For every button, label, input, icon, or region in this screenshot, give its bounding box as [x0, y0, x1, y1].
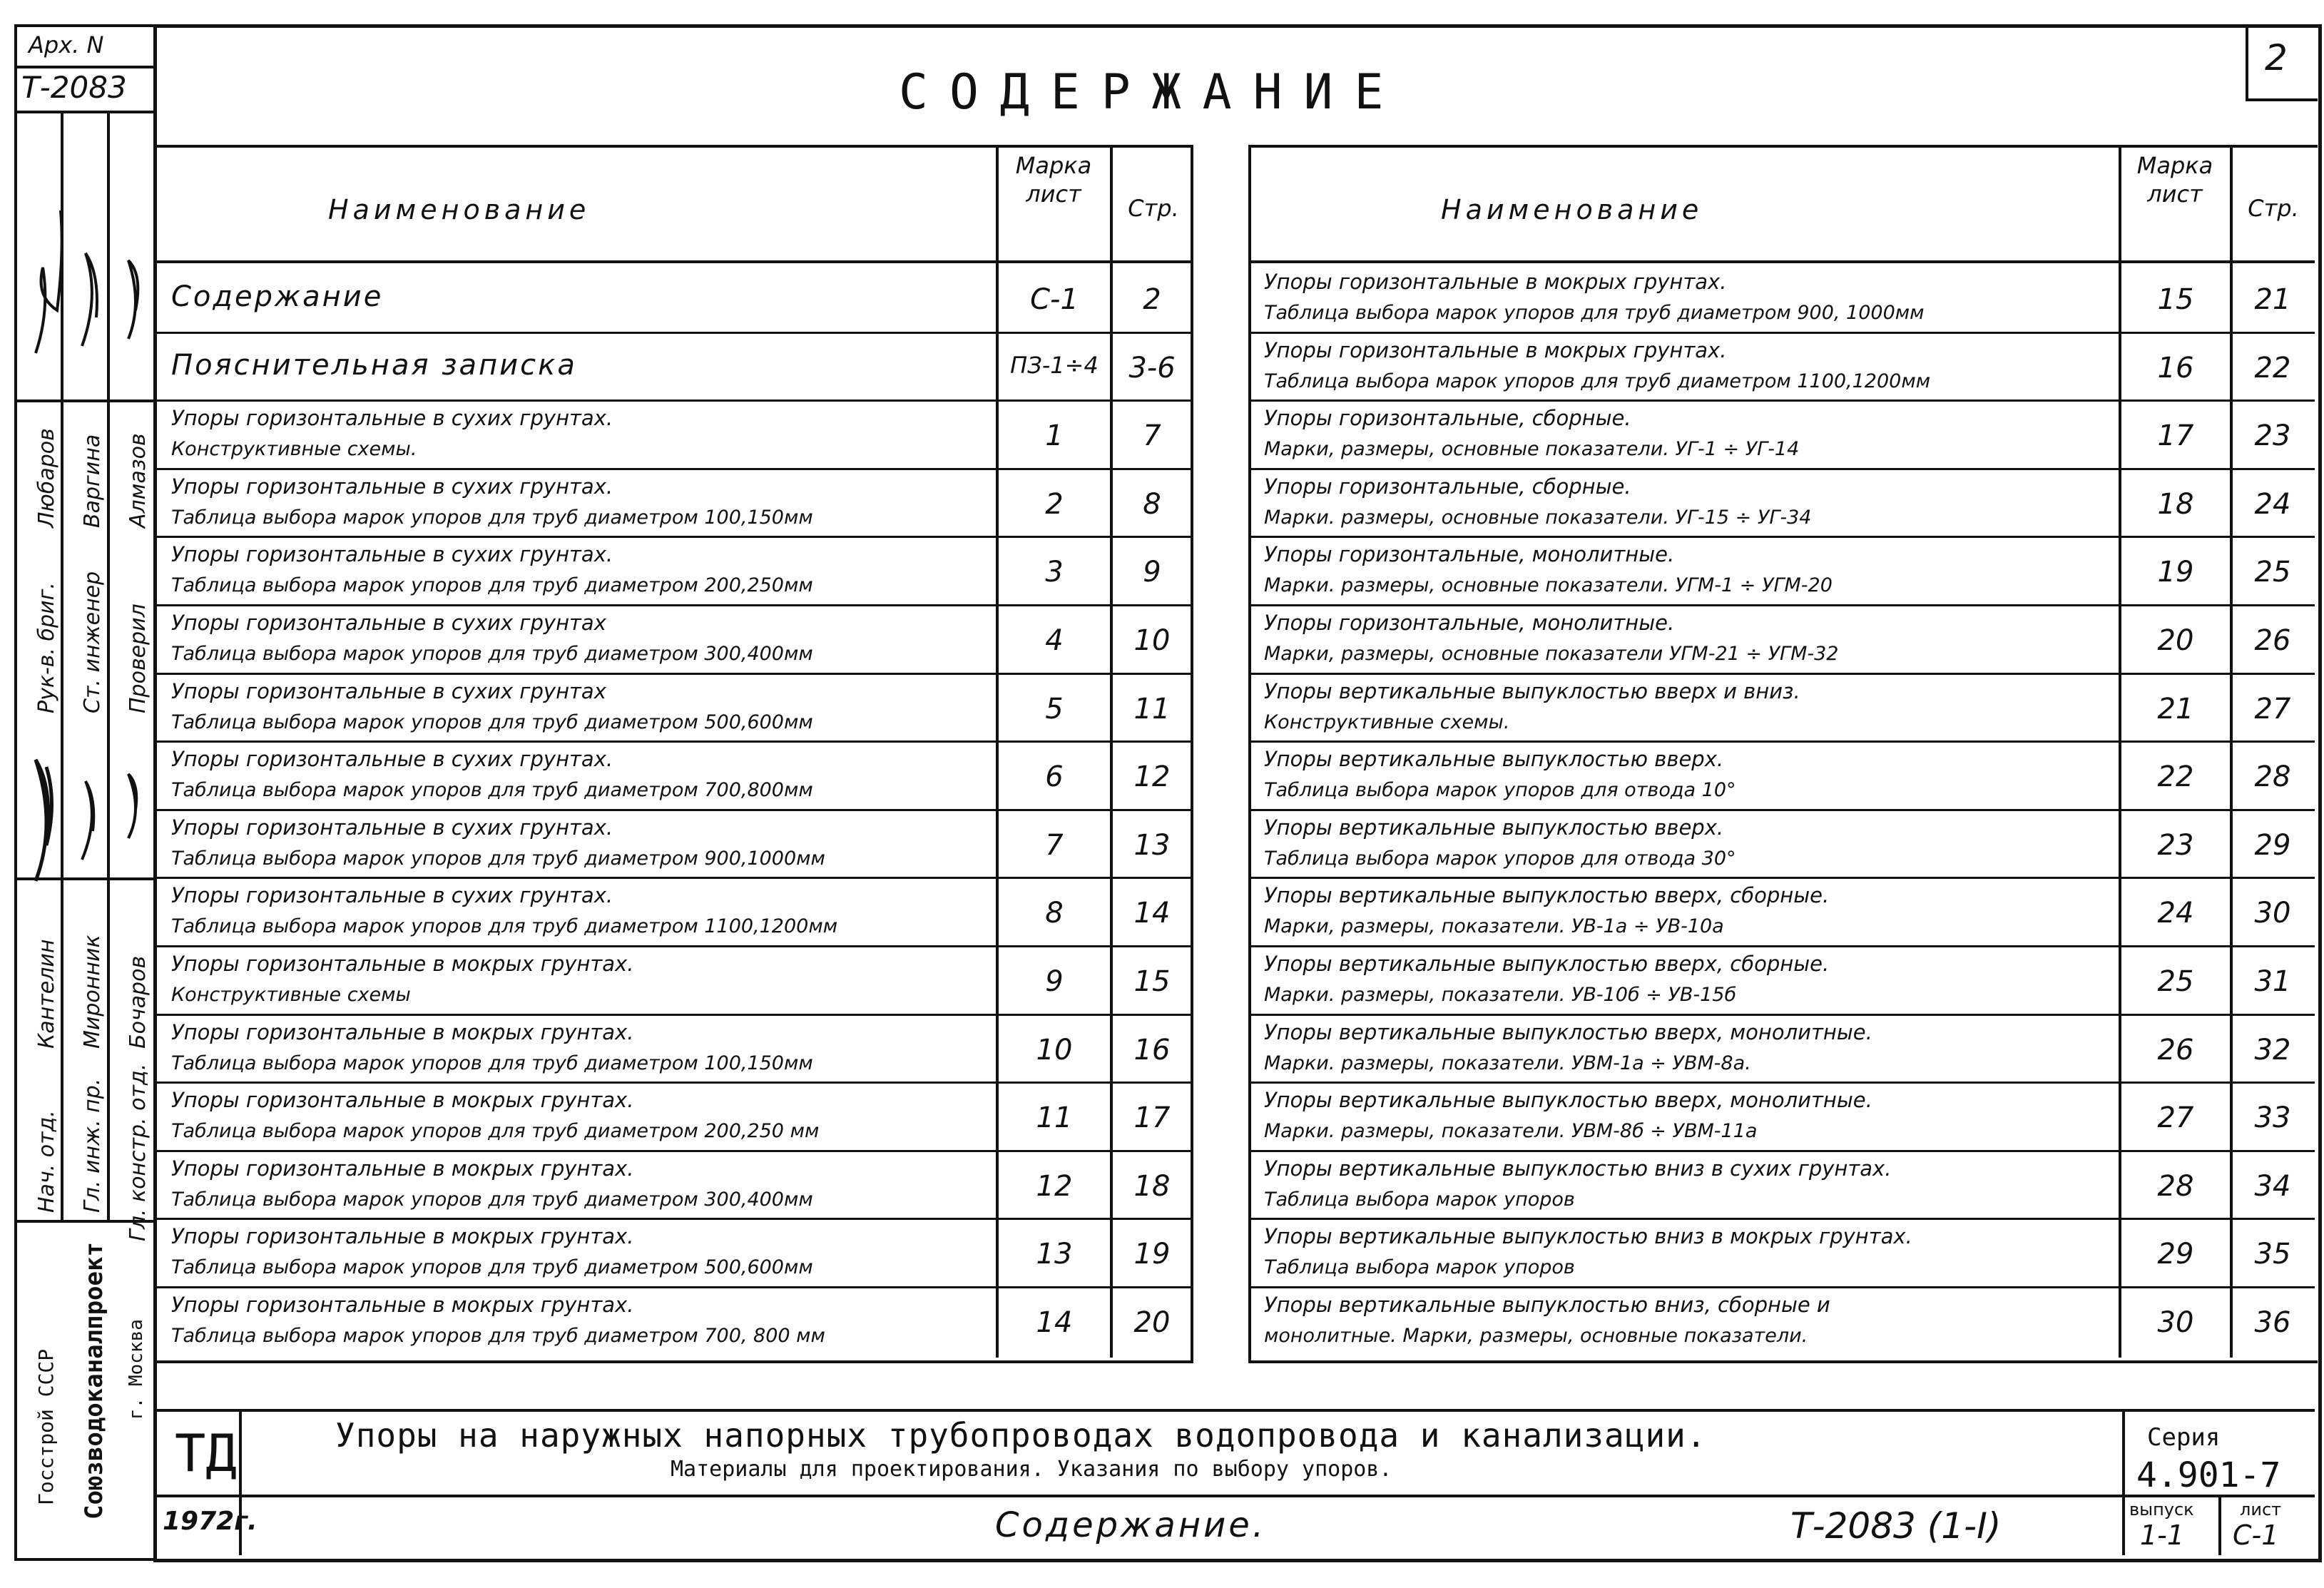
- row-page: 11: [1133, 693, 1171, 726]
- signatures: [14, 111, 153, 1220]
- row-page: 26: [2254, 624, 2291, 657]
- row-page: 9: [1143, 556, 1161, 589]
- row-rule: [153, 1014, 1193, 1016]
- row-mark: 28: [2157, 1170, 2194, 1203]
- row-subtitle: Таблица выбора марок упоров для труб диаметром 900,1000мм: [171, 848, 825, 870]
- row-rule: [153, 468, 1193, 470]
- row-title: Упоры горизонтальные, сборные.: [1264, 406, 1631, 430]
- row-rule: [1248, 399, 2315, 402]
- row-title: Содержание: [171, 280, 384, 313]
- row-rule: [1248, 1081, 2315, 1084]
- row-title: Упоры вертикальные выпуклостью вверх, сборные.: [1264, 883, 1830, 907]
- archive-label: Арх. N: [29, 31, 104, 58]
- row-title: Пояснительная записка: [171, 349, 577, 382]
- right-header-page: Стр.: [2248, 195, 2299, 222]
- row-rule: [1248, 1286, 2315, 1288]
- row-page: 17: [1133, 1101, 1171, 1134]
- role-gl-inzh: Гл. инж. пр.: [80, 1078, 105, 1213]
- row-mark: 16: [2157, 352, 2194, 385]
- row-page: 16: [1133, 1034, 1171, 1067]
- row-rule: [153, 945, 1193, 947]
- row-page: 32: [2254, 1034, 2291, 1067]
- row-rule: [1248, 604, 2315, 606]
- row-mark: 25: [2157, 965, 2194, 998]
- row-mark: 5: [1045, 693, 1064, 726]
- footer-divider: [2122, 1409, 2125, 1555]
- row-mark: 18: [2157, 488, 2194, 521]
- row-subtitle: Таблица выбора марок упоров: [1264, 1256, 1575, 1278]
- row-mark: ПЗ-1÷4: [1010, 352, 1099, 379]
- row-page: 2: [1143, 283, 1161, 316]
- row-page: 29: [2254, 829, 2291, 862]
- row-title: Упоры горизонтальные в мокрых грунтах.: [171, 952, 634, 976]
- issue-label: выпуск: [2129, 1500, 2194, 1520]
- right-header-name: Наименование: [1441, 194, 1703, 225]
- row-mark: 13: [1036, 1238, 1073, 1271]
- row-title: Упоры вертикальные выпуклостью вверх, монолитные.: [1264, 1088, 1872, 1112]
- row-mark: 20: [2157, 624, 2194, 657]
- row-title: Упоры вертикальные выпуклостью вниз в сухих грунтах.: [1264, 1156, 1892, 1181]
- row-title: Упоры горизонтальные, монолитные.: [1264, 611, 1675, 635]
- row-page: 10: [1133, 624, 1171, 657]
- row-subtitle: Марки. размеры, показатели. УВ-10б ÷ УВ-15б: [1264, 984, 1737, 1006]
- row-subtitle: Таблица выбора марок упоров для труб диаметром 900, 1000мм: [1264, 302, 1925, 324]
- row-page: 23: [2254, 419, 2291, 452]
- row-page: 8: [1143, 488, 1161, 521]
- row-title: Упоры горизонтальные в мокрых грунтах.: [1264, 270, 1727, 294]
- row-mark: 2: [1045, 488, 1064, 521]
- org-soyuzvodokanalproekt: Союзводоканалпроект: [80, 1242, 108, 1520]
- row-mark: 6: [1045, 760, 1064, 793]
- row-rule: [153, 536, 1193, 538]
- row-rule: [1248, 1014, 2315, 1016]
- left-header-page: Стр.: [1128, 195, 1179, 222]
- row-rule: [1248, 536, 2315, 538]
- row-subtitle: Таблица выбора марок упоров для труб диаметром 700, 800 мм: [171, 1325, 825, 1347]
- row-subtitle: Таблица выбора марок упоров для труб диаметром 1100,1200мм: [1264, 370, 1931, 392]
- row-rule: [1248, 332, 2315, 334]
- row-page: 27: [2254, 693, 2291, 726]
- role-gl-konstr: Гл. констр. отд.: [126, 1063, 151, 1241]
- row-page: 3-6: [1128, 352, 1176, 385]
- divider: [14, 66, 153, 68]
- org-city: г. Москва: [126, 1319, 147, 1420]
- role-ruk-brig: Рук-в. бриг.: [34, 582, 59, 713]
- footer-code: ТД: [175, 1423, 237, 1483]
- row-subtitle: Марки. размеры, показатели. УВМ-1а ÷ УВМ-8а.: [1264, 1052, 1751, 1074]
- name-kantelin: Кантелин: [34, 939, 59, 1049]
- row-subtitle: Марки. размеры, основные показатели. УГМ-1 ÷ УГМ-20: [1264, 574, 1833, 596]
- row-page: 15: [1133, 965, 1171, 998]
- footer-divider: [2218, 1495, 2221, 1555]
- row-subtitle: Марки. размеры, основные показатели. УГ-15 ÷ УГ-34: [1264, 507, 1812, 529]
- row-rule: [153, 1218, 1193, 1220]
- left-header-name: Наименование: [328, 194, 591, 225]
- row-title: Упоры вертикальные выпуклостью вверх, монолитные.: [1264, 1020, 1872, 1044]
- row-page: 21: [2254, 283, 2291, 316]
- row-title: Упоры горизонтальные в сухих грунтах: [171, 611, 606, 635]
- row-title: Упоры горизонтальные в мокрых грунтах.: [1264, 338, 1727, 362]
- row-page: 35: [2254, 1238, 2291, 1271]
- row-page: 28: [2254, 760, 2291, 793]
- role-st-inzh: Ст. инженер: [80, 571, 105, 713]
- sheet-number: 2: [2265, 37, 2288, 78]
- row-mark: 11: [1036, 1101, 1073, 1134]
- row-page: 18: [1133, 1170, 1171, 1203]
- row-mark: 29: [2157, 1238, 2194, 1271]
- row-subtitle: Таблица выбора марок упоров для труб диаметром 500,600мм: [171, 711, 813, 733]
- row-page: 22: [2254, 352, 2291, 385]
- row-mark: 4: [1045, 624, 1064, 657]
- row-title: Упоры вертикальные выпуклостью вниз в мокрых грунтах.: [1264, 1224, 1912, 1248]
- org-gosstroy: Госстрой СССР: [34, 1348, 58, 1505]
- row-page: 14: [1133, 897, 1171, 930]
- issue-value: 1-1: [2140, 1520, 2185, 1551]
- row-subtitle: Марки, размеры, показатели. УВ-1а ÷ УВ-10а: [1264, 915, 1724, 937]
- row-rule: [1248, 673, 2315, 675]
- row-mark: 3: [1045, 556, 1064, 589]
- row-rule: [153, 399, 1193, 402]
- row-title: Упоры горизонтальные в сухих грунтах: [171, 679, 606, 703]
- role-proveril: Проверил: [126, 604, 151, 713]
- row-title: Упоры горизонтальные в мокрых грунтах.: [171, 1293, 634, 1317]
- row-mark: 10: [1036, 1034, 1073, 1067]
- row-page: 34: [2254, 1170, 2291, 1203]
- row-subtitle: Таблица выбора марок упоров для труб диаметром 200,250мм: [171, 574, 813, 596]
- name-almazov: Алмазов: [126, 433, 151, 528]
- row-title: Упоры горизонтальные в сухих грунтах.: [171, 542, 613, 566]
- footer-sheet-title: Содержание.: [995, 1505, 1267, 1545]
- role-nach-otd: Нач. отд.: [34, 1110, 59, 1213]
- row-title: Упоры горизонтальные в мокрых грунтах.: [171, 1156, 634, 1181]
- row-title: Упоры горизонтальные в мокрых грунтах.: [171, 1224, 634, 1248]
- row-title: Упоры горизонтальные в сухих грунтах.: [171, 815, 613, 840]
- row-title: Упоры вертикальные выпуклостью вверх.: [1264, 747, 1724, 771]
- row-subtitle: Конструктивные схемы.: [171, 438, 417, 460]
- row-subtitle: Таблица выбора марок упоров для отвода 10°: [1264, 779, 1736, 801]
- row-page: 25: [2254, 556, 2291, 589]
- row-title: Упоры вертикальные выпуклостью вверх и вниз.: [1264, 679, 1800, 703]
- row-mark: 14: [1036, 1306, 1073, 1339]
- sheet-value: С-1: [2233, 1520, 2279, 1551]
- row-subtitle: Конструктивные схемы.: [1264, 711, 1510, 733]
- row-mark: С-1: [1030, 283, 1079, 316]
- row-subtitle: Таблица выбора марок упоров для труб диаметром 100,150мм: [171, 507, 813, 529]
- footer-archive-number: Т-2083 (1-I): [1790, 1505, 2002, 1547]
- row-rule: [1248, 1150, 2315, 1152]
- row-mark: 9: [1045, 965, 1064, 998]
- row-subtitle: Таблица выбора марок упоров для труб диаметром 200,250 мм: [171, 1120, 820, 1142]
- series-label: Серия: [2147, 1423, 2221, 1452]
- row-subtitle: Марки, размеры, основные показатели УГМ-21 ÷ УГМ-32: [1264, 643, 1839, 665]
- row-page: 7: [1143, 419, 1161, 452]
- row-subtitle: Таблица выбора марок упоров для труб диаметром 100,150мм: [171, 1052, 813, 1074]
- header-rule: [153, 260, 1193, 263]
- row-rule: [1248, 877, 2315, 879]
- row-title: Упоры горизонтальные в сухих грунтах.: [171, 747, 613, 771]
- row-rule: [153, 604, 1193, 606]
- row-rule: [153, 332, 1193, 334]
- row-page: 31: [2254, 965, 2291, 998]
- row-mark: 23: [2157, 829, 2194, 862]
- row-rule: [153, 1286, 1193, 1288]
- row-mark: 21: [2157, 693, 2194, 726]
- page-title: СОДЕРЖАНИЕ: [899, 64, 1405, 121]
- row-mark: 1: [1045, 419, 1064, 452]
- row-subtitle: Конструктивные схемы: [171, 984, 411, 1006]
- sheet-label: лист: [2240, 1500, 2282, 1520]
- row-mark: 15: [2157, 283, 2194, 316]
- row-mark: 30: [2157, 1306, 2194, 1339]
- row-mark: 27: [2157, 1101, 2194, 1134]
- header-rule: [1248, 260, 2315, 263]
- row-page: 30: [2254, 897, 2291, 930]
- footer-title-line1: Упоры на наружных напорных трубопроводах водопровода и канализации.: [335, 1416, 1707, 1455]
- row-rule: [153, 809, 1193, 811]
- row-title: Упоры горизонтальные в сухих грунтах.: [171, 474, 613, 499]
- row-rule: [153, 673, 1193, 675]
- row-title: Упоры горизонтальные в сухих грунтах.: [171, 406, 613, 430]
- footer-top-rule: [153, 1409, 2315, 1412]
- row-mark: 8: [1045, 897, 1064, 930]
- row-subtitle: Таблица выбора марок упоров для труб диаметром 700,800мм: [171, 779, 813, 801]
- row-page: 13: [1133, 829, 1171, 862]
- right-header-mark: Марка лист: [2136, 152, 2213, 208]
- row-mark: 7: [1045, 829, 1064, 862]
- footer-year: 1972г.: [163, 1507, 258, 1536]
- row-title: Упоры горизонтальные, монолитные.: [1264, 542, 1675, 566]
- row-mark: 22: [2157, 760, 2194, 793]
- name-vargina: Варгина: [80, 434, 105, 528]
- row-title: Упоры горизонтальные в мокрых грунтах.: [171, 1088, 634, 1112]
- series-value: 4.901-7: [2136, 1455, 2281, 1495]
- name-lyubarov: Любаров: [34, 428, 59, 528]
- row-rule: [153, 1150, 1193, 1152]
- footer-mid-rule: [153, 1495, 2315, 1497]
- row-subtitle: Марки, размеры, основные показатели. УГ-1 ÷ УГ-14: [1264, 438, 1800, 460]
- row-rule: [153, 877, 1193, 879]
- row-mark: 19: [2157, 556, 2194, 589]
- row-subtitle: Марки. размеры, показатели. УВМ-8б ÷ УВМ-11а: [1264, 1120, 1758, 1142]
- row-rule: [1248, 809, 2315, 811]
- row-title: Упоры вертикальные выпуклостью вверх.: [1264, 815, 1724, 840]
- row-mark: 26: [2157, 1034, 2194, 1067]
- left-header-mark: Марка лист: [1015, 152, 1092, 208]
- row-page: 24: [2254, 488, 2291, 521]
- footer-title-line2: Материалы для проектирования. Указания по выбору упоров.: [671, 1457, 1392, 1482]
- row-title: Упоры вертикальные выпуклостью вниз, сборные и: [1264, 1293, 1830, 1317]
- row-subtitle: Таблица выбора марок упоров для труб диаметром 500,600мм: [171, 1256, 813, 1278]
- row-rule: [1248, 945, 2315, 947]
- row-mark: 17: [2157, 419, 2194, 452]
- row-page: 33: [2254, 1101, 2291, 1134]
- row-subtitle: Таблица выбора марок упоров для труб диаметром 300,400мм: [171, 1189, 813, 1211]
- row-rule: [153, 1081, 1193, 1084]
- row-rule: [1248, 1218, 2315, 1220]
- name-mironnik: Миронник: [80, 935, 105, 1049]
- row-subtitle: Таблица выбора марок упоров для труб диаметром 1100,1200мм: [171, 915, 838, 937]
- row-rule: [1248, 740, 2315, 743]
- archive-number: Т-2083: [21, 70, 127, 105]
- row-title: Упоры вертикальные выпуклостью вверх, сборные.: [1264, 952, 1830, 976]
- row-rule: [1248, 468, 2315, 470]
- row-subtitle: Таблица выбора марок упоров для труб диаметром 300,400мм: [171, 643, 813, 665]
- row-mark: 12: [1036, 1170, 1073, 1203]
- row-rule: [153, 740, 1193, 743]
- row-page: 19: [1133, 1238, 1171, 1271]
- row-subtitle: Таблица выбора марок упоров: [1264, 1189, 1575, 1211]
- row-mark: 24: [2157, 897, 2194, 930]
- row-page: 20: [1133, 1306, 1171, 1339]
- row-page: 36: [2254, 1306, 2291, 1339]
- row-page: 12: [1133, 760, 1171, 793]
- row-title: Упоры горизонтальные в сухих грунтах.: [171, 883, 613, 907]
- row-title: Упоры горизонтальные в мокрых грунтах.: [171, 1020, 634, 1044]
- row-title: Упоры горизонтальные, сборные.: [1264, 474, 1631, 499]
- row-subtitle: Таблица выбора марок упоров для отвода 30°: [1264, 848, 1736, 870]
- name-bocharov: Бочаров: [126, 955, 151, 1049]
- row-subtitle: монолитные. Марки, размеры, основные показатели.: [1264, 1325, 1808, 1347]
